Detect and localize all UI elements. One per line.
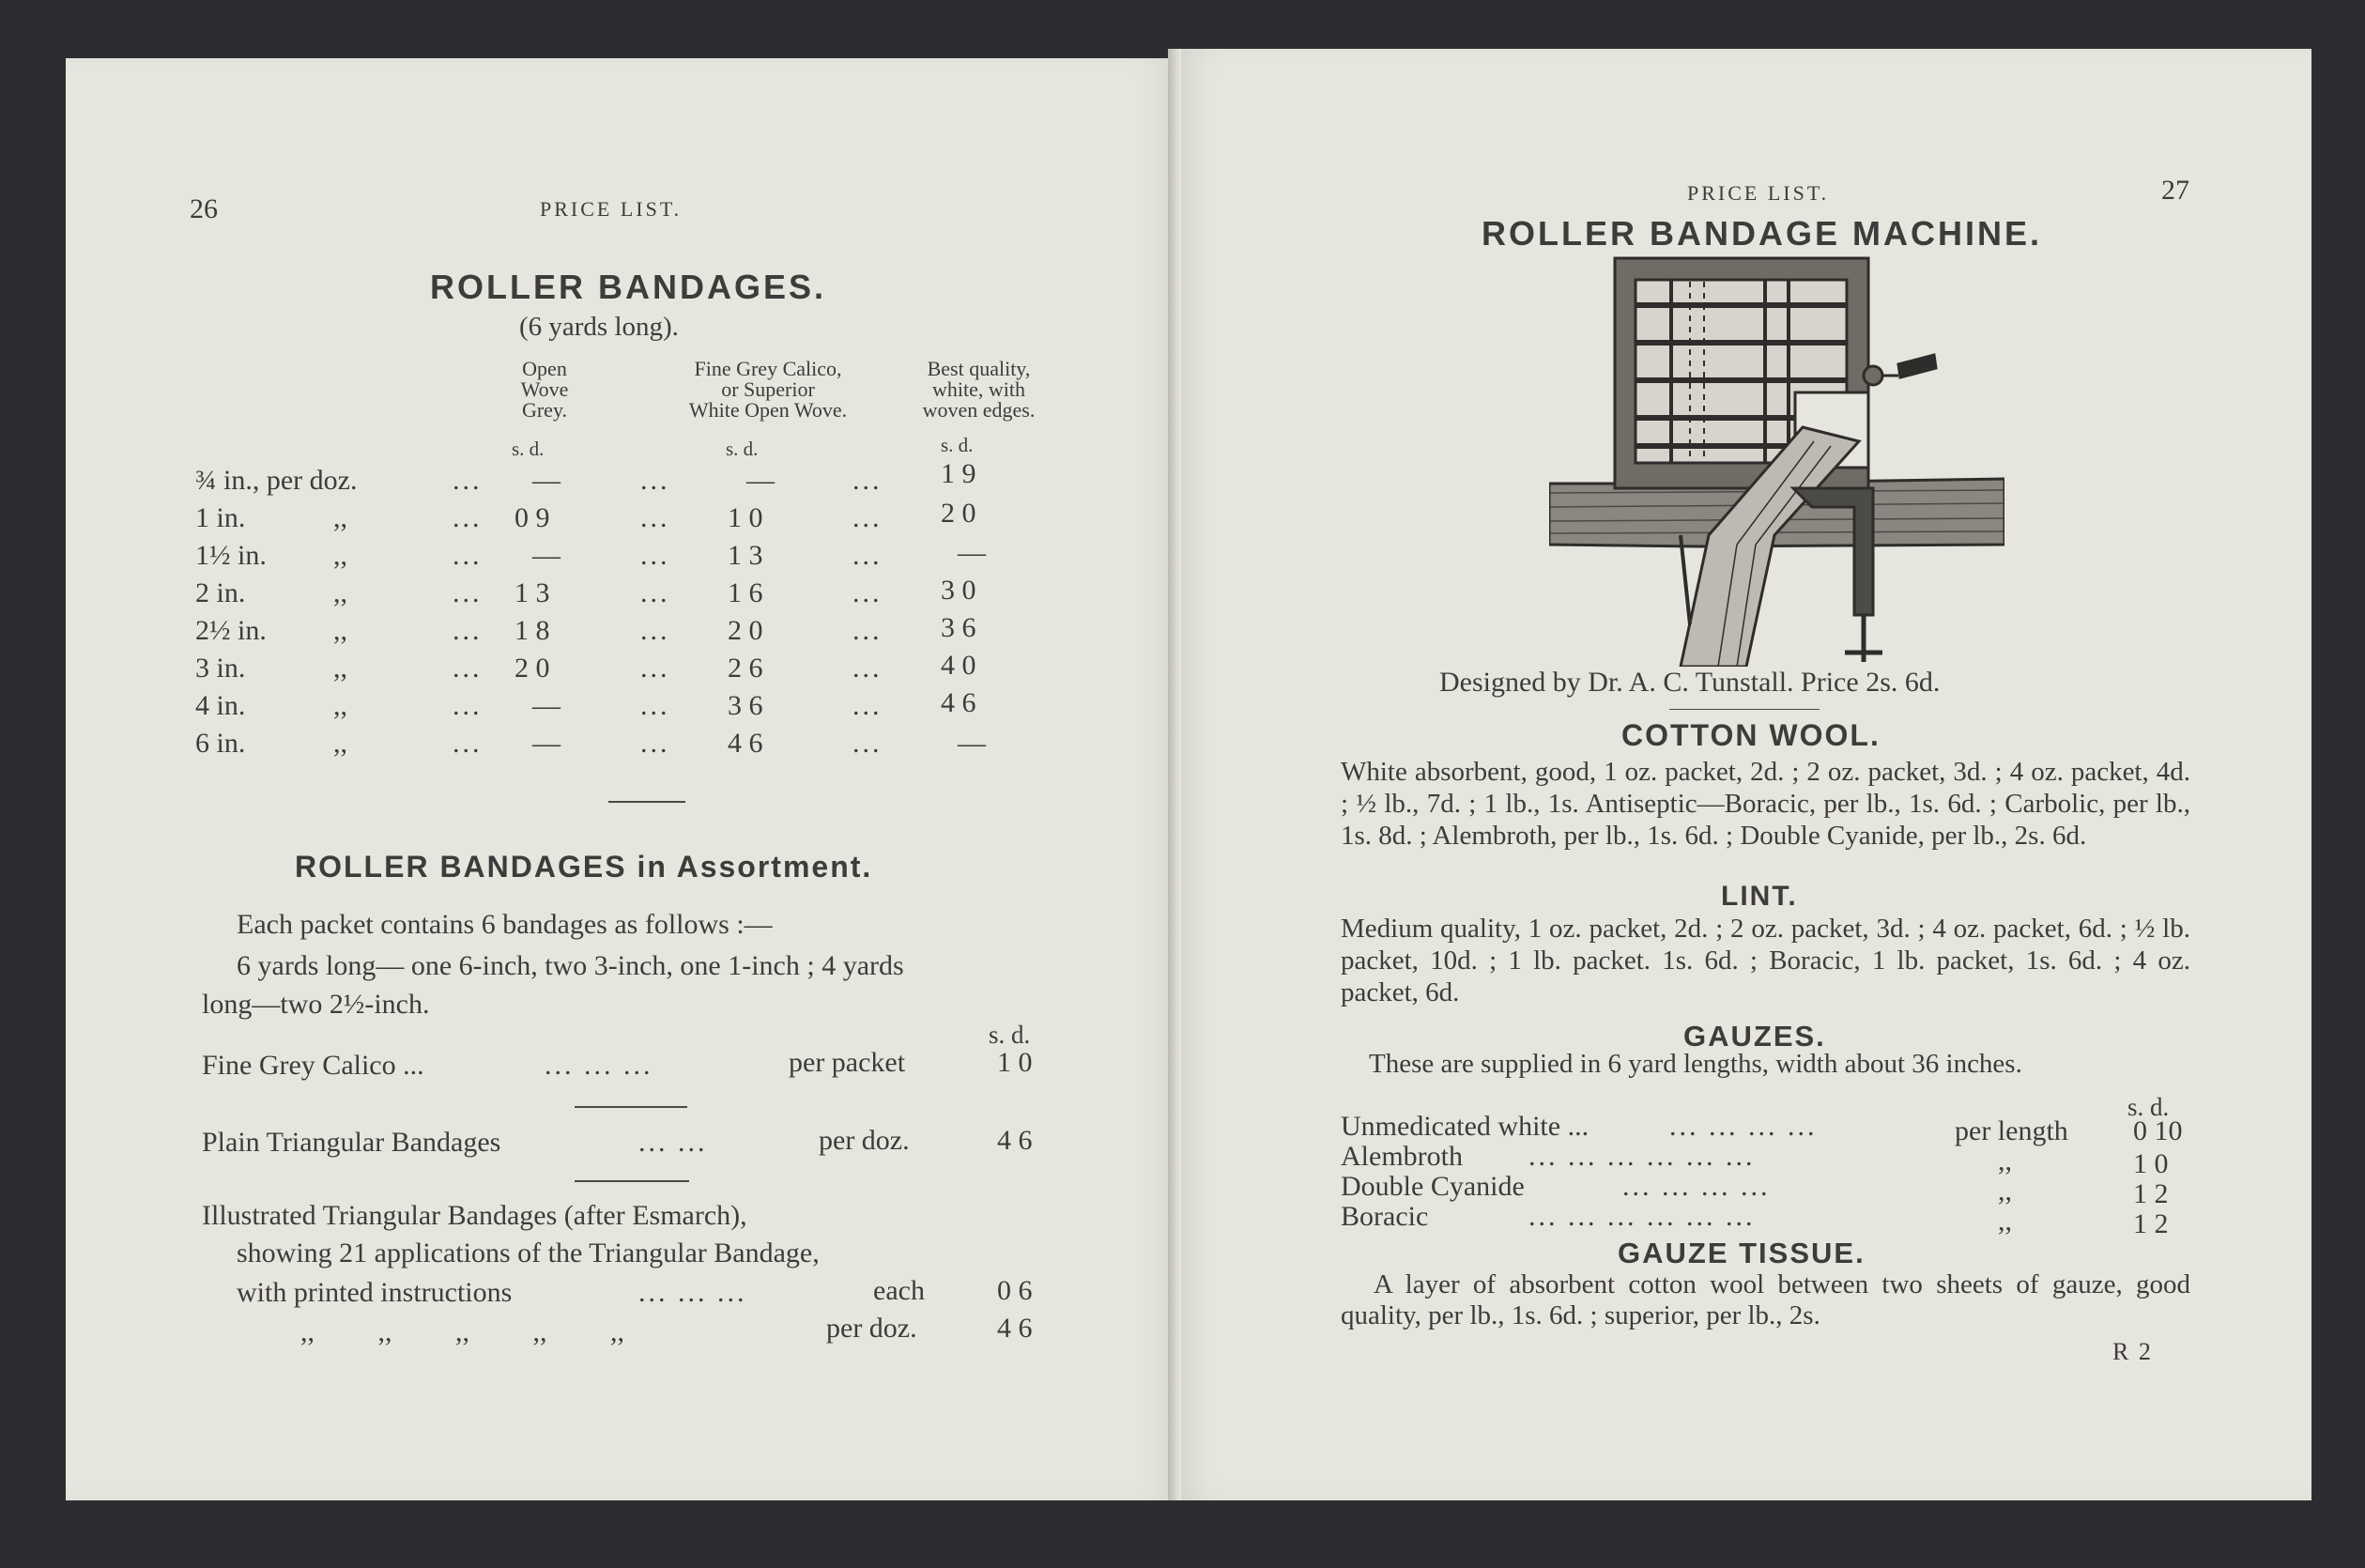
row-size: ¾ in., per doz. bbox=[195, 465, 358, 496]
fine-grey-name: Fine Grey Calico ... bbox=[202, 1050, 424, 1081]
gauze-tissue-text: A layer of absorbent cotton wool between two sheets of gauze, good quality, per lb., 1s. 6d. ; superior, per lb., 2s. bbox=[1341, 1269, 2190, 1330]
row-col3: 3 0 bbox=[941, 575, 976, 606]
row-col1: 2 0 bbox=[514, 653, 550, 684]
row-col2: 1 3 bbox=[728, 540, 763, 571]
row-leader: ... bbox=[852, 653, 883, 684]
row-col1: — bbox=[532, 690, 561, 721]
row-col2: 2 6 bbox=[728, 653, 763, 684]
row-col1: 1 3 bbox=[514, 577, 550, 608]
gauze-unit: ,, bbox=[1998, 1206, 2012, 1237]
fine-grey-price: 1 0 bbox=[997, 1047, 1033, 1078]
row-col3: 1 9 bbox=[941, 458, 976, 489]
row-col3: — bbox=[958, 537, 986, 568]
col-header-open-wove: Open Wove Grey. bbox=[520, 357, 569, 422]
row-size: 4 in. bbox=[195, 690, 246, 721]
illustrated-line-1: Illustrated Triangular Bandages (after Esmarch), bbox=[202, 1200, 747, 1231]
gauze-price: 1 2 bbox=[2133, 1178, 2169, 1209]
gauze-price: 0 10 bbox=[2133, 1115, 2183, 1146]
roller-bandages-title: ROLLER BANDAGES. bbox=[430, 268, 827, 306]
assortment-line-2: long—two 2½-inch. bbox=[202, 989, 430, 1020]
divider bbox=[575, 1106, 687, 1108]
row-leader: ... bbox=[640, 615, 670, 646]
row-leader: ... bbox=[640, 653, 670, 684]
running-head-right: PRICE LIST. bbox=[1687, 181, 1830, 205]
row-leader: ... bbox=[852, 728, 883, 759]
row-col1: — bbox=[532, 728, 561, 759]
row-leader: ... bbox=[852, 465, 883, 496]
row-leader: ... bbox=[852, 577, 883, 608]
fine-grey-leader: ... ... ... bbox=[545, 1050, 653, 1081]
gauzes-text: These are supplied in 6 yard lengths, width about 36 inches. bbox=[1369, 1049, 2022, 1079]
row-ditto: ,, bbox=[333, 615, 347, 646]
gauzes-title: GAUZES. bbox=[1683, 1020, 1826, 1053]
row-leader: ... bbox=[852, 540, 883, 571]
sd-label-col2: s. d. bbox=[726, 438, 759, 460]
signature-mark: R 2 bbox=[2112, 1338, 2153, 1365]
book-gutter bbox=[1168, 49, 1181, 1500]
roller-bandages-subtitle: (6 yards long). bbox=[519, 312, 679, 342]
roller-bandage-machine-illustration bbox=[1549, 254, 2004, 667]
gauze-leader: ... ... ... ... bbox=[1669, 1111, 1818, 1142]
row-leader: ... bbox=[852, 502, 883, 533]
illustrated-line-2: showing 21 applications of the Triangular Bandage, bbox=[237, 1237, 820, 1268]
row-col1: — bbox=[532, 540, 561, 571]
row-leader: ... bbox=[852, 615, 883, 646]
row-size: 2½ in. bbox=[195, 615, 267, 646]
illustrated-each-price: 0 6 bbox=[997, 1275, 1033, 1306]
row-size: 1 in. bbox=[195, 502, 246, 533]
triangular-name: Plain Triangular Bandages bbox=[202, 1127, 501, 1158]
gauze-tissue-title: GAUZE TISSUE. bbox=[1618, 1237, 1866, 1269]
row-leader: ... bbox=[640, 502, 670, 533]
row-col3: 4 6 bbox=[941, 687, 976, 718]
row-size: 3 in. bbox=[195, 653, 246, 684]
sd-label-col1: s. d. bbox=[512, 438, 545, 460]
illustrated-line-3: with printed instructions bbox=[237, 1277, 513, 1308]
col-header-fine-grey: Fine Grey Calico, or Superior White Open Wove. bbox=[688, 357, 848, 422]
gauze-leader: ... ... ... ... ... ... bbox=[1528, 1141, 1756, 1172]
triangular-price: 4 6 bbox=[997, 1125, 1033, 1156]
lint-title: LINT. bbox=[1721, 881, 1798, 912]
row-size: 6 in. bbox=[195, 728, 246, 759]
row-col2: — bbox=[746, 465, 775, 496]
row-col3: — bbox=[958, 728, 986, 759]
row-ditto: ,, bbox=[333, 653, 347, 684]
triangular-unit: per doz. bbox=[819, 1125, 910, 1156]
assortment-title: ROLLER BANDAGES in Assortment. bbox=[295, 850, 873, 884]
illustrated-doz-price: 4 6 bbox=[997, 1313, 1033, 1344]
assortment-intro: Each packet contains 6 bandages as follows :— bbox=[237, 909, 773, 940]
gauze-name: Alembroth bbox=[1341, 1141, 1463, 1172]
gauze-unit: ,, bbox=[1998, 1176, 2012, 1207]
row-col1: 0 9 bbox=[514, 502, 550, 533]
row-col3: 4 0 bbox=[941, 650, 976, 681]
row-leader: ... bbox=[453, 502, 483, 533]
row-ditto: ,, bbox=[333, 540, 347, 571]
row-leader: ... bbox=[453, 540, 483, 571]
lint-text: Medium quality, 1 oz. packet, 2d. ; 2 oz. packet, 3d. ; 4 oz. packet, 6d. ; ½ lb. packet, 10d. ; 1 lb. packet. 1s. 6d. ; Boracic, 1 lb. packet, 1s. 6d. ; 4 oz. packet, 6d. bbox=[1341, 914, 2190, 1007]
machine-caption: Designed by Dr. A. C. Tunstall. Price 2s. 6d. bbox=[1439, 667, 1941, 698]
row-leader: ... bbox=[640, 465, 670, 496]
gauze-unit: per length bbox=[1955, 1115, 2068, 1146]
col-header-best-quality: Best quality, white, with woven edges. bbox=[922, 357, 1036, 422]
fine-grey-unit: per packet bbox=[789, 1047, 906, 1078]
row-leader: ... bbox=[453, 577, 483, 608]
row-leader: ... bbox=[640, 690, 670, 721]
row-leader: ... bbox=[453, 653, 483, 684]
gauze-name: Unmedicated white ... bbox=[1341, 1111, 1589, 1142]
gauze-leader: ... ... ... ... bbox=[1622, 1171, 1771, 1202]
gauze-name: Boracic bbox=[1341, 1201, 1429, 1232]
gauze-unit: ,, bbox=[1998, 1145, 2012, 1176]
divider bbox=[608, 801, 685, 803]
illustrated-doz: per doz. bbox=[826, 1313, 917, 1344]
row-leader: ... bbox=[453, 728, 483, 759]
gauze-price: 1 0 bbox=[2133, 1148, 2169, 1179]
gauzes-sd-label: s. d. bbox=[2127, 1093, 2170, 1121]
row-leader: ... bbox=[640, 728, 670, 759]
row-col2: 1 6 bbox=[728, 577, 763, 608]
row-leader: ... bbox=[453, 690, 483, 721]
row-col2: 2 0 bbox=[728, 615, 763, 646]
assortment-line-1: 6 yards long— one 6-inch, two 3-inch, one 1-inch ; 4 yards bbox=[237, 950, 904, 981]
price-sd-label: s. d. bbox=[989, 1021, 1031, 1049]
illustrated-leader: ... ... ... bbox=[638, 1277, 747, 1308]
row-leader: ... bbox=[640, 540, 670, 571]
row-ditto: ,, bbox=[333, 690, 347, 721]
row-col1: — bbox=[532, 465, 561, 496]
cotton-wool-text: White absorbent, good, 1 oz. packet, 2d. ; 2 oz. packet, 3d. ; 4 oz. packet, 4d. ; ½ lb., 7d. ; 1 lb., 1s. Antiseptic—Boracic, per lb., 1s. 6d. ; Carbolic, per lb., 1s. 8d. ; Alembroth, per lb., 1s. 6d. ; Double Cyanide, per lb., 2s. 6d. bbox=[1341, 757, 2190, 851]
running-head-left: PRICE LIST. bbox=[540, 197, 683, 221]
row-col2: 3 6 bbox=[728, 690, 763, 721]
gauze-name: Double Cyanide bbox=[1341, 1171, 1525, 1202]
divider bbox=[575, 1180, 689, 1182]
page-number-right: 27 bbox=[2161, 175, 2189, 206]
row-size: 2 in. bbox=[195, 577, 246, 608]
row-leader: ... bbox=[453, 615, 483, 646]
row-leader: ... bbox=[640, 577, 670, 608]
illustrated-ditto: ,, ,, ,, ,, ,, bbox=[300, 1316, 624, 1347]
gauze-price: 1 2 bbox=[2133, 1208, 2169, 1239]
row-size: 1½ in. bbox=[195, 540, 267, 571]
row-col3: 3 6 bbox=[941, 612, 976, 643]
row-col3: 2 0 bbox=[941, 498, 976, 529]
cotton-wool-title: COTTON WOOL. bbox=[1621, 718, 1881, 752]
illustrated-each: each bbox=[873, 1275, 925, 1306]
roller-machine-title: ROLLER BANDAGE MACHINE. bbox=[1482, 214, 2042, 253]
divider bbox=[1669, 709, 1820, 710]
row-col1: 1 8 bbox=[514, 615, 550, 646]
row-leader: ... bbox=[453, 465, 483, 496]
row-ditto: ,, bbox=[333, 577, 347, 608]
sd-label-col3: s. d. bbox=[941, 434, 974, 456]
row-ditto: ,, bbox=[333, 502, 347, 533]
row-leader: ... bbox=[852, 690, 883, 721]
page-number-left: 26 bbox=[190, 193, 218, 224]
gauze-leader: ... ... ... ... ... ... bbox=[1528, 1201, 1756, 1232]
row-col2: 4 6 bbox=[728, 728, 763, 759]
triangular-leader: ... ... bbox=[638, 1127, 708, 1158]
row-ditto: ,, bbox=[333, 728, 347, 759]
row-col2: 1 0 bbox=[728, 502, 763, 533]
